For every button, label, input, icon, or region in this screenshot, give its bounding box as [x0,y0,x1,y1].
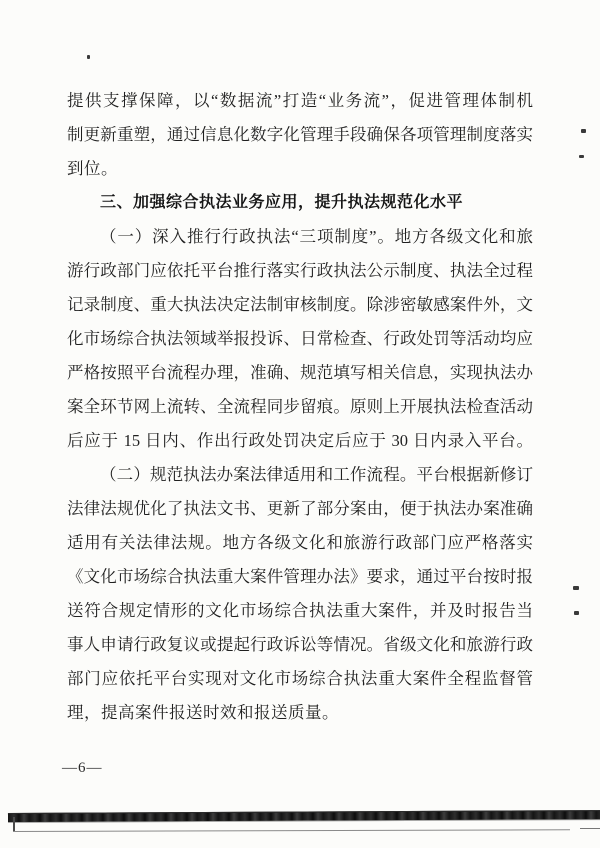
scan-speck [579,155,584,158]
scan-speck [581,129,586,133]
text-line: 制更新重塑，通过信息化数字化管理手段确保各项管理制度落实 [67,125,533,144]
text-line: 送符合规定情形的文化市场综合执法重大案件，并及时报告当 [67,601,533,620]
scan-edge-thin-line [13,829,570,832]
text-line: 事人申请行政复议或提起行政诉讼等情况。省级文化和旅游行政 [67,635,533,654]
scan-speck [87,55,90,59]
text-line: 到位。 [67,159,118,178]
text-line: 化市场综合执法领域举报投诉、日常检查、行政处罚等活动均应 [67,329,533,348]
text-line: （一）深入推行行政执法“三项制度”。地方各级文化和旅 [100,227,533,246]
text-line: 案全环节网上流转、全流程同步留痕。原则上开展执法检查活动 [67,397,533,416]
text-line: 提供支撑保障，以“数据流”打造“业务流”，促进管理体制机 [67,91,533,110]
page-number: —6— [62,760,103,776]
text-line: （二）规范执法办案法律适用和工作流程。平台根据新修订 [100,465,533,484]
scan-edge-artifact [8,810,600,822]
text-line: 适用有关法律法规。地方各级文化和旅游行政部门应严格落实 [67,533,533,552]
scan-edge-thin-dash [580,828,600,829]
scan-speck [573,586,579,590]
scan-speck [574,611,579,615]
text-line: 理，提高案件报送时效和报送质量。 [67,703,339,722]
text-line: 游行政部门应依托平台推行落实行政执法公示制度、执法全过程 [67,261,533,280]
text-line: 法律法规优化了执法文书、更新了部分案由，便于执法办案准确 [67,499,533,518]
document-body [67,84,533,730]
section-heading: 三、加强综合执法业务应用，提升执法规范化水平 [100,194,464,211]
text-line: 严格按照平台流程办理，准确、规范填写相关信息，实现执法办 [67,363,533,382]
text-line: 部门应依托平台实现对文化市场综合执法重大案件全程监督管 [67,669,533,688]
text-line: 《文化市场综合执法重大案件管理办法》要求，通过平台按时报 [67,567,533,586]
text-line: 记录制度、重大执法决定法制审核制度。除涉密敏感案件外，文 [67,295,533,314]
text-line: 后应于 15 日内、作出行政处罚决定后应于 30 日内录入平台。 [67,431,533,450]
scan-edge-corner-mark [13,817,15,832]
